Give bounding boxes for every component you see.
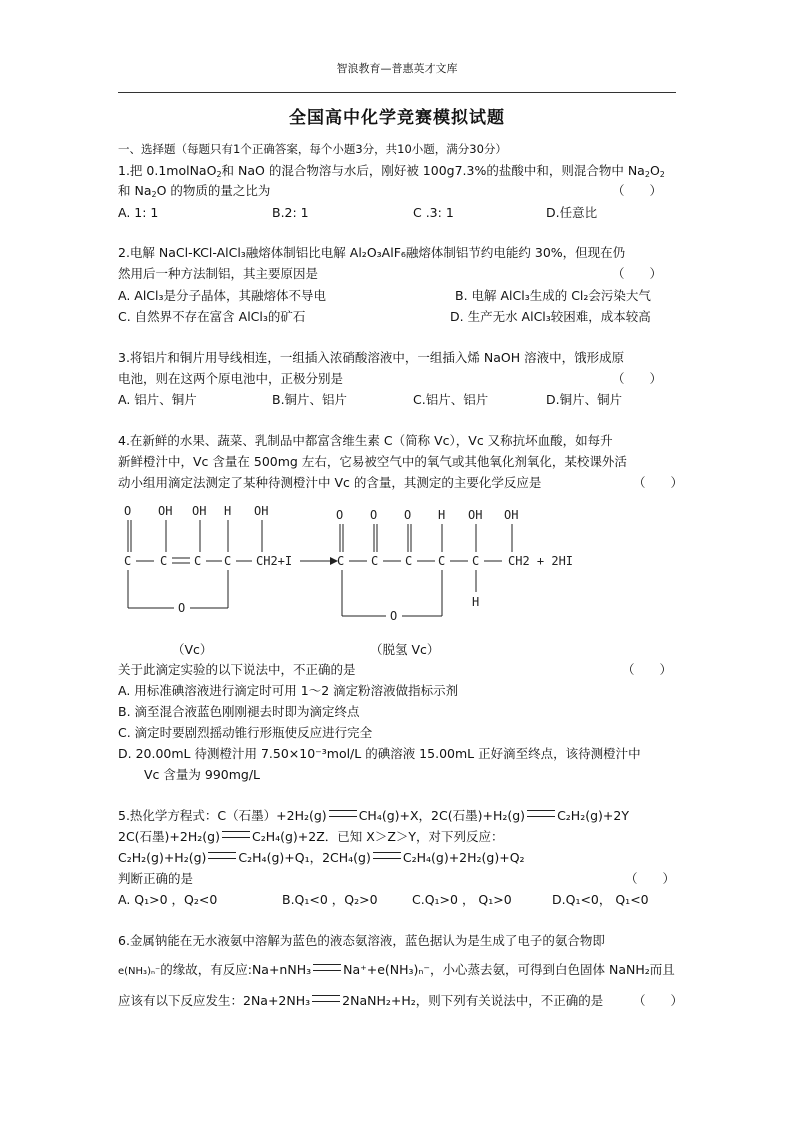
vc-ring-oxygen: O — [178, 601, 186, 615]
vc-carbon-4: C — [224, 554, 232, 568]
q4-stem: 关于此滴定实验的以下说法中，不正确的是 — [118, 662, 356, 677]
equals-sign — [313, 964, 341, 971]
q6-answer-blank: （ ） — [633, 993, 684, 1008]
header-divider — [118, 92, 676, 93]
q4-line-2: 新鲜橙汁中，Vc 含量在 500mg 左右，它易被空气中的氧气或其他氧化剂氧化，某校课外活 — [118, 454, 627, 469]
q5-answer-blank: （ ） — [625, 871, 676, 886]
reaction-structure — [118, 498, 598, 628]
q1-answer-blank: （ ） — [612, 183, 663, 198]
q2-line-1: 2.电解 NaCl-KCl-AlCl₃融熔体制铝比电解 Al₂O₃AlF₆融熔体制铝节约电能约 30%，但现在仍 — [118, 245, 626, 260]
q4-option-c: C. 滴定时要剧烈摇动锥行形瓶使反应进行完全 — [118, 725, 373, 740]
q4-line-1: 4.在新鲜的水果、蔬菜、乳制品中都富含维生素 C（简称 Vc），Vc 又称抗坏血酸，如每升 — [118, 433, 613, 448]
dhvc-carbon-5: C — [472, 554, 480, 568]
dhvc-hydrogen-bottom: H — [472, 595, 480, 609]
q6-line-3: 应该有以下反应发生：2Na+2NH₃ 2NaNH₂+H₂，则下列有关说法中，不正确的是 — [118, 993, 604, 1008]
dhvc-ring-oxygen: O — [390, 609, 398, 623]
vc-carbon-3: C — [194, 554, 202, 568]
dhvc-hydroxyl-1: OH — [468, 508, 483, 522]
dhvc-hydroxyl-2: OH — [504, 508, 519, 522]
q4-option-b: B. 滴至混合液蓝色刚刚褪去时即为滴定终点 — [118, 704, 360, 719]
q3-line-2: 电池，则在这两个原电池中，正极分别是 — [118, 371, 344, 386]
q1-line-2: 和 $Na_2O$ 的物质的量之比为 — [118, 183, 271, 199]
dhvc-carbon-1: C — [337, 554, 345, 568]
q5-option-c: C.Q₁>0 ， Q₁>0 — [412, 892, 512, 907]
q3-answer-blank: （ ） — [612, 371, 663, 386]
q2-option-c: C. 自然界不存在富含 AlCl₃的矿石 — [118, 309, 306, 324]
vc-label: （Vc） — [172, 642, 213, 657]
vc-carbonyl-oxygen: O — [124, 504, 132, 518]
vc-ch2-plus-iodine: CH2+I — [256, 554, 293, 568]
q4-answer-blank: （ ） — [633, 475, 684, 490]
q5-option-d: D.Q₁<0， Q₁<0 — [552, 892, 649, 907]
dhvc-carbon-3: C — [405, 554, 413, 568]
q1-option-b: B.2: 1 — [272, 205, 309, 220]
q5-line-4: 判断正确的是 — [118, 871, 194, 886]
vc-oxidation-reaction — [118, 498, 598, 628]
q4-option-d-line-2: Vc 含量为 990mg/L — [144, 767, 261, 782]
dhvc-oxygen-2: O — [370, 508, 378, 522]
dehydro-vc-label: （脱氢 Vc） — [370, 642, 440, 657]
equals-sign — [312, 995, 340, 1002]
q6-line-1: 6.金属钠能在无水液氨中溶解为蓝色的液态氨溶液，蓝色据认为是生成了电子的氨合物即 — [118, 933, 605, 948]
vc-hydroxyl-1: OH — [158, 504, 173, 518]
equals-sign — [527, 810, 555, 817]
q2-answer-blank: （ ） — [612, 266, 663, 281]
q2-option-a: A. AlCl₃是分子晶体，其融熔体不导电 — [118, 288, 327, 303]
dhvc-ch2-plus-hi: CH2 + 2HI — [508, 554, 574, 568]
q5-line-3: C₂H₂(g)+H₂(g) C₂H₄(g)+Q₁，2CH₄(g) C₂H₄(g)+2H₂(g)+Q₂ — [118, 850, 525, 865]
q5-line-2: 2C(石墨)+2H₂(g) C₂H₄(g)+2Z．已知 X＞Z＞Y，对下列反应： — [118, 829, 504, 844]
q5-option-a: A. Q₁>0 ，Q₂<0 — [118, 892, 218, 907]
dhvc-hydrogen-top: H — [438, 508, 446, 522]
q1-option-d: D.任意比 — [546, 205, 598, 220]
q2-option-b: B. 电解 AlCl₃生成的 Cl₂会污染大气 — [455, 288, 651, 303]
equals-sign — [222, 831, 250, 838]
page-header: 智浪教育—普惠英才文库 — [336, 62, 458, 75]
q4-option-d-line-1: D. 20.00mL 待测橙汁用 7.50×10⁻³mol/L 的碘溶液 15.00mL 正好滴至终点，该待测橙汁中 — [118, 746, 641, 761]
q4-stem-answer-blank: （ ） — [622, 662, 673, 677]
dhvc-carbon-4: C — [438, 554, 446, 568]
q1-option-a: A. 1: 1 — [118, 205, 159, 220]
q4-option-a: A. 用标准碘溶液进行滴定时可用 1～2 滴定粉溶液做指标示剂 — [118, 683, 459, 698]
q2-line-2: 然用后一种方法制铝，其主要原因是 — [118, 266, 319, 281]
q5-line-1: 5.热化学方程式：C（石墨）+2H₂(g) CH₄(g)+X，2C(石墨)+H₂(g) C₂H₂(g)+2Y — [118, 808, 629, 823]
dhvc-oxygen-1: O — [336, 508, 344, 522]
equals-sign — [373, 852, 401, 859]
q2-option-d: D. 生产无水 AlCl₃较困难，成本较高 — [450, 309, 651, 324]
q3-option-d: D.铜片、铜片 — [546, 392, 623, 407]
equals-sign — [208, 852, 236, 859]
q6-line-2: e(NH₃)ₙ⁻的缘故，有反应:Na+nNH₃ Na⁺+e(NH₃)ₙ⁻，小心蒸去氨，可得到白色固体 NaNH₂而且 — [118, 962, 675, 977]
q5-option-b: B.Q₁<0 ，Q₂>0 — [282, 892, 378, 907]
vc-carbon-2: C — [160, 554, 168, 568]
q3-option-c: C.铝片、铝片 — [413, 392, 489, 407]
q4-line-3: 动小组用滴定法测定了某种待测橙汁中 Vc 的含量，其测定的主要化学反应是 — [118, 475, 542, 490]
q3-option-b: B.铜片、铝片 — [272, 392, 348, 407]
vc-hydrogen: H — [224, 504, 232, 518]
q1-option-c: C .3: 1 — [413, 205, 454, 220]
q1-line-1: 1.把 0.1molNaO$_2$和 NaO 的混合物溶与水后，刚好被 100g7.3%的盐酸中和，则混合物中 $Na_2O_2$ — [118, 163, 665, 179]
equals-sign — [329, 810, 357, 817]
vc-carbon-1: C — [124, 554, 132, 568]
q3-option-a: A. 铝片、铜片 — [118, 392, 197, 407]
dhvc-carbon-2: C — [371, 554, 379, 568]
dhvc-oxygen-3: O — [404, 508, 412, 522]
page-title: 全国高中化学竞赛模拟试题 — [289, 108, 505, 128]
vc-hydroxyl-2: OH — [192, 504, 207, 518]
q3-line-1: 3.将铝片和铜片用导线相连，一组插入浓硝酸溶液中，一组插入烯 NaOH 溶液中，饿形成原 — [118, 350, 625, 365]
vc-hydroxyl-3: OH — [254, 504, 269, 518]
section-heading: 一、选择题（每题只有1个正确答案，每个小题3分，共10小题，满分30分） — [118, 142, 507, 156]
